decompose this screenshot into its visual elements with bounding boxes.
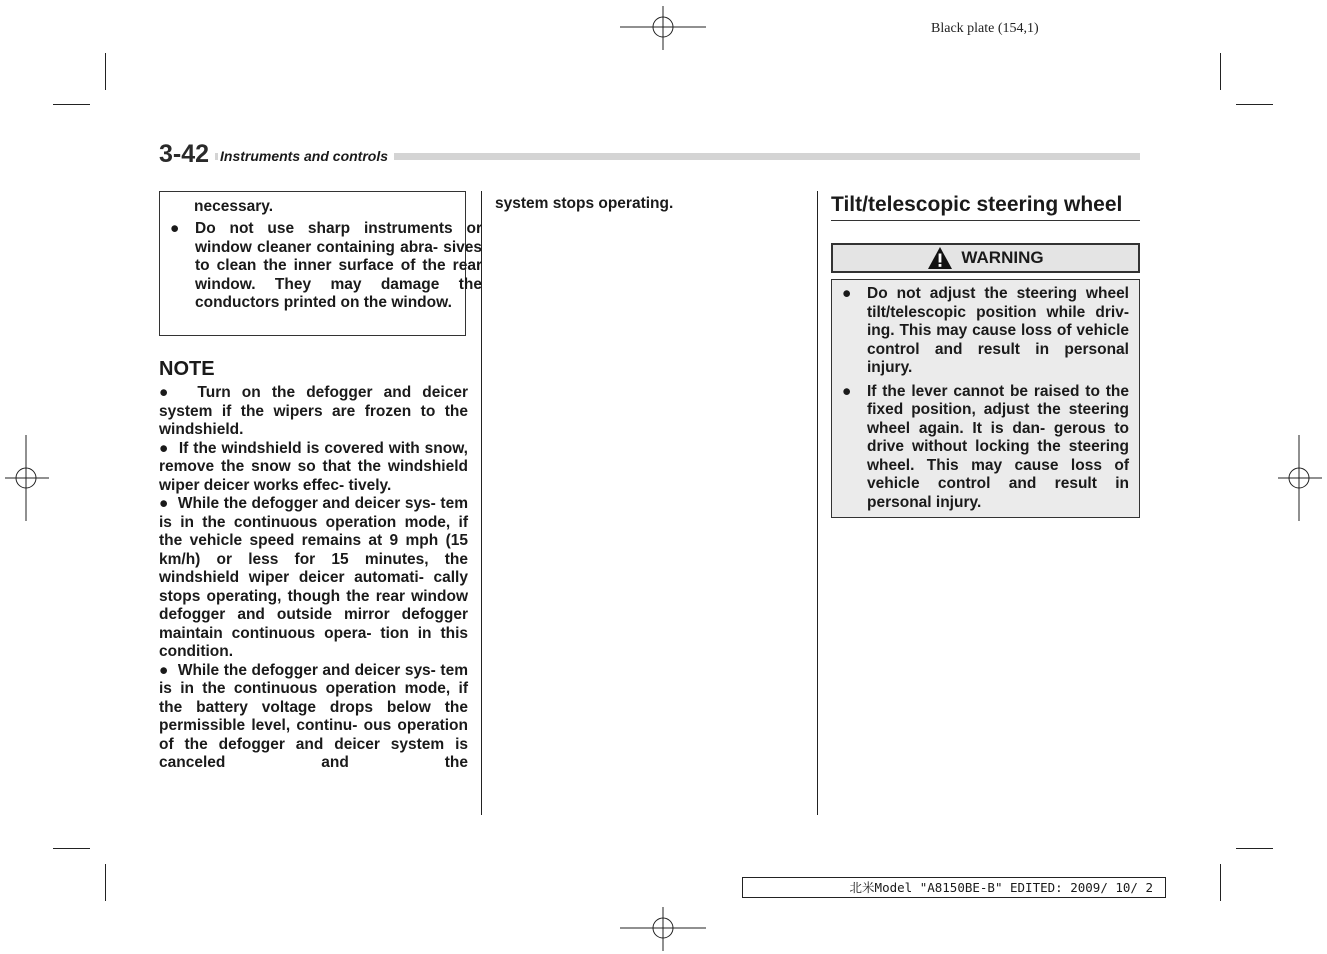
footer-text: 北米Model "A8150BE-B" EDITED: 2009/ 10/ 2 <box>849 880 1153 895</box>
page-number: 3-42 <box>159 139 215 169</box>
bullet-icon: ● <box>842 285 852 302</box>
bullet-icon: ● <box>159 661 169 679</box>
caution-item-text: Do not use sharp instruments or window cleaner containing abra- sives to clean the inner surface of the rear window. They may damage the conductors printed on the window. <box>195 220 482 311</box>
bullet-icon: ● <box>842 382 852 400</box>
note-item: ● While the defogger and deicer sys- tem is in the continuous operation mode, if the vehicle speed remains at 9 mph (15 km/h) or less for 15 minutes, the windshield wiper deicer automati- cally stops operating, though the rear window defogger and outside mirror defogger maintain continuous opera- tion in this condition. <box>159 495 468 660</box>
footer-box <box>742 877 1166 898</box>
heading-underline <box>831 220 1140 221</box>
registration-mark-top <box>620 6 706 50</box>
crop-mark <box>1236 104 1273 105</box>
note-item: ● If the windshield is covered with snow, remove the snow so that the windshield wiper deicer works effec- tively. <box>159 439 468 494</box>
section-heading: Tilt/telescopic steering wheel <box>831 193 1123 216</box>
caution-item <box>170 220 482 313</box>
plate-label: Black plate (154,1) <box>931 21 1039 36</box>
section-title: Instruments and controls <box>218 148 394 164</box>
column2-text: system stops operating. <box>495 195 674 212</box>
warning-header <box>831 243 1140 273</box>
note-item: ● Turn on the defogger and deicer system if the wipers are frozen to the windshield. <box>159 384 468 438</box>
crop-mark <box>1220 864 1221 901</box>
warning-icon <box>927 246 953 270</box>
crop-mark <box>53 104 90 105</box>
bullet-icon: ● <box>170 220 180 237</box>
caution-box <box>159 191 482 336</box>
crop-mark <box>105 53 106 90</box>
note-heading: NOTE <box>159 358 215 380</box>
caution-continuation: necessary. <box>194 198 273 215</box>
warning-item: ● Do not adjust the steering wheel tilt/telescopic position while driv- ing. This may cause loss of vehicle control and result in personal injury. <box>842 285 1129 376</box>
bullet-icon: ● <box>159 384 176 401</box>
registration-mark-left <box>5 435 49 521</box>
registration-mark-bottom <box>620 907 706 951</box>
note-item: ● While the defogger and deicer sys- tem is in the continuous operation mode, if the battery voltage drops below the permissible level, continu- ous operation of the defogger and deicer system is canceled and the <box>159 661 468 771</box>
crop-mark <box>53 848 90 849</box>
registration-mark-right <box>1278 435 1322 521</box>
bullet-icon: ● <box>159 439 169 457</box>
warning-box <box>831 279 1140 518</box>
note-body <box>159 384 468 773</box>
crop-mark <box>105 864 106 901</box>
crop-mark <box>1220 53 1221 90</box>
column-divider <box>817 191 818 815</box>
crop-mark <box>1236 848 1273 849</box>
warning-item: ● If the lever cannot be raised to the fixed position, adjust the steering wheel again. It is dan- gerous to drive without locking the steering wheel. This may cause loss of vehicle control and result in personal injury. <box>842 382 1129 511</box>
bullet-icon: ● <box>159 495 169 512</box>
warning-label: WARNING <box>961 248 1044 267</box>
